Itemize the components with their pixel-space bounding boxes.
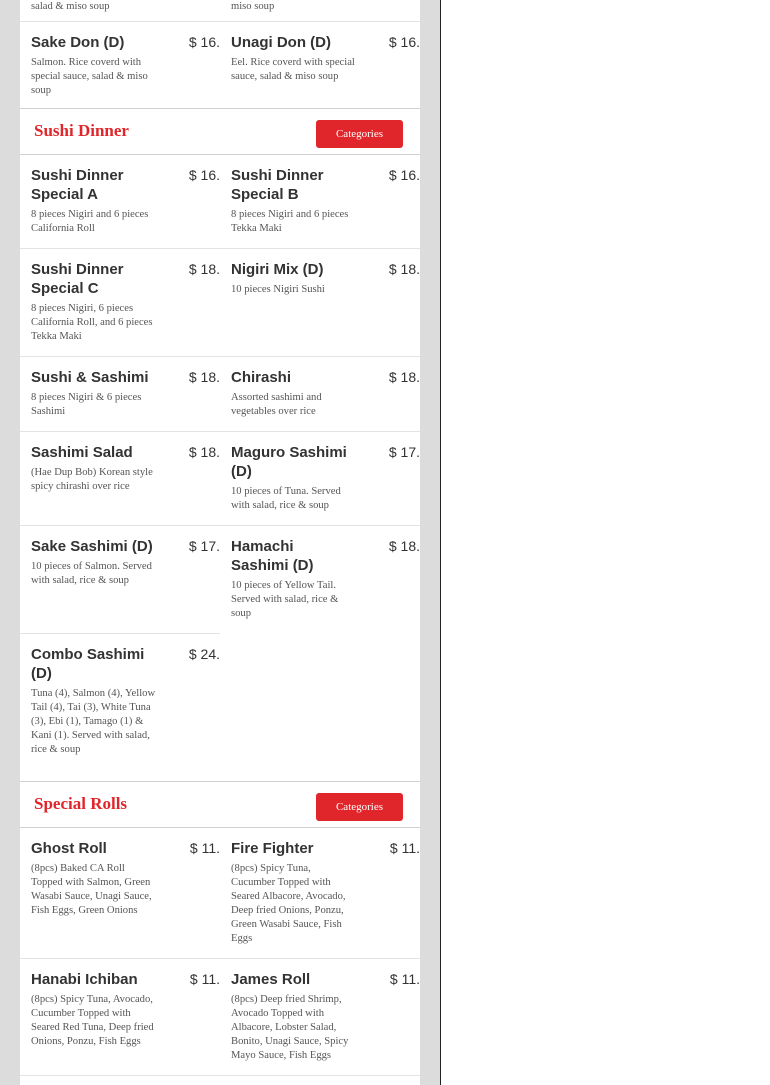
item-description: 10 pieces of Tuna. Served with salad, rice & soup <box>231 486 341 511</box>
row-divider <box>20 958 420 959</box>
right-page-gutter <box>420 0 441 1085</box>
row-divider <box>20 1075 420 1076</box>
item-price: $ 24. <box>188 646 220 662</box>
item-description: 8 pieces Nigiri & 6 pieces Sashimi <box>31 392 142 417</box>
item-description: (8pcs) Spicy Tuna, Avocado, Cucumber Topped with Seared Red Tuna, Deep fried Onions, Ponzu, Fish Eggs <box>31 994 154 1047</box>
item-price: $ 18. <box>188 261 220 277</box>
item-description: salad & miso soup <box>31 1 110 12</box>
item-name: Sushi Dinner Special A <box>31 167 124 203</box>
item-name: Hanabi Ichiban <box>31 971 138 988</box>
item-price: $ 11. <box>389 840 420 856</box>
item-name: Sake Don (D) <box>31 34 125 51</box>
item-description: 10 pieces of Salmon. Served with salad, rice & soup <box>31 561 152 586</box>
item-price: $ 18. <box>388 261 420 277</box>
item-price: $ 18. <box>388 538 420 554</box>
category-header-special-rolls <box>20 782 420 827</box>
item-name: Sake Sashimi (D) <box>31 538 153 555</box>
item-name: Combo Sashimi (D) <box>31 646 145 682</box>
row-divider <box>20 21 420 22</box>
categories-button[interactable]: Categories <box>316 793 403 821</box>
item-price: $ 17. <box>188 538 220 554</box>
item-description: Assorted sashimi and vegetables over rice <box>231 392 322 417</box>
row-divider <box>20 633 220 634</box>
item-description: (8pcs) Spicy Tuna, Cucumber Topped with Seared Albacore, Avocado, Deep fried Onions, Ponzu, Green Wasabi Sauce, Fish Eggs <box>231 863 346 944</box>
left-page-gutter <box>0 0 20 1085</box>
section-divider <box>20 827 420 828</box>
item-price: $ 11. <box>389 971 420 987</box>
category-title: Special Rolls <box>34 794 128 813</box>
item-price: $ 16. <box>188 34 220 50</box>
item-description: 10 pieces of Yellow Tail. Served with salad, rice & soup <box>231 580 339 619</box>
item-description: (Hae Dup Bob) Korean style spicy chirashi over rice <box>31 467 153 492</box>
row-divider <box>20 431 420 432</box>
row-divider <box>20 525 420 526</box>
item-price: $ 17. <box>388 444 420 460</box>
section-divider <box>20 154 420 155</box>
item-name: Sushi Dinner Special C <box>31 261 124 297</box>
item-name: Maguro Sashimi (D) <box>231 444 347 480</box>
item-description: 8 pieces Nigiri and 6 pieces California Roll <box>31 209 149 234</box>
item-description: Salmon. Rice coverd with special sauce, salad & miso soup <box>31 57 148 96</box>
item-name: Unagi Don (D) <box>231 34 331 51</box>
item-description: (8pcs) Baked CA Roll Topped with Salmon, Green Wasabi Sauce, Unagi Sauce, Fish Eggs, Green Onions <box>31 863 152 916</box>
item-name: Sashimi Salad <box>31 444 133 461</box>
item-description: (8pcs) Deep fried Shrimp, Avocado Topped with Albacore, Lobster Salad, Bonito, Unagi Sauce, Spicy Mayo Sauce, Fish Eggs <box>231 994 349 1061</box>
item-name: Ghost Roll <box>31 840 107 857</box>
row-divider <box>20 248 420 249</box>
item-description: Eel. Rice coverd with special sauce, salad & miso soup <box>231 57 355 82</box>
item-price: $ 16. <box>388 167 420 183</box>
item-name: Fire Fighter <box>231 840 314 857</box>
menu-panel <box>20 0 420 1085</box>
item-price: $ 18. <box>188 444 220 460</box>
item-price: $ 11. <box>189 840 220 856</box>
category-header-sushi-dinner <box>20 109 420 154</box>
item-price: $ 11. <box>189 971 220 987</box>
item-name: Hamachi Sashimi (D) <box>231 538 314 574</box>
item-description: Tuna (4), Salmon (4), Yellow Tail (4), Tai (3), White Tuna (3), Ebi (1), Tamago (1) & Kani (1). Served with salad, rice & soup <box>31 688 156 755</box>
item-description: miso soup <box>231 1 275 12</box>
category-title: Sushi Dinner <box>34 121 129 140</box>
item-price: $ 16. <box>388 34 420 50</box>
categories-button[interactable]: Categories <box>316 120 403 148</box>
item-price: $ 18. <box>188 369 220 385</box>
item-name: Sushi Dinner Special B <box>231 167 324 203</box>
row-divider <box>20 356 420 357</box>
item-name: Nigiri Mix (D) <box>231 261 324 278</box>
item-price: $ 16. <box>188 167 220 183</box>
item-description: 10 pieces Nigiri Sushi <box>231 284 325 295</box>
item-name: James Roll <box>231 971 311 988</box>
item-name: Chirashi <box>231 369 292 386</box>
item-price: $ 18. <box>388 369 420 385</box>
item-name: Sushi & Sashimi <box>31 369 149 386</box>
item-description: 8 pieces Nigiri, 6 pieces California Roll, and 6 pieces Tekka Maki <box>31 303 153 342</box>
item-description: 8 pieces Nigiri and 6 pieces Tekka Maki <box>231 209 349 234</box>
